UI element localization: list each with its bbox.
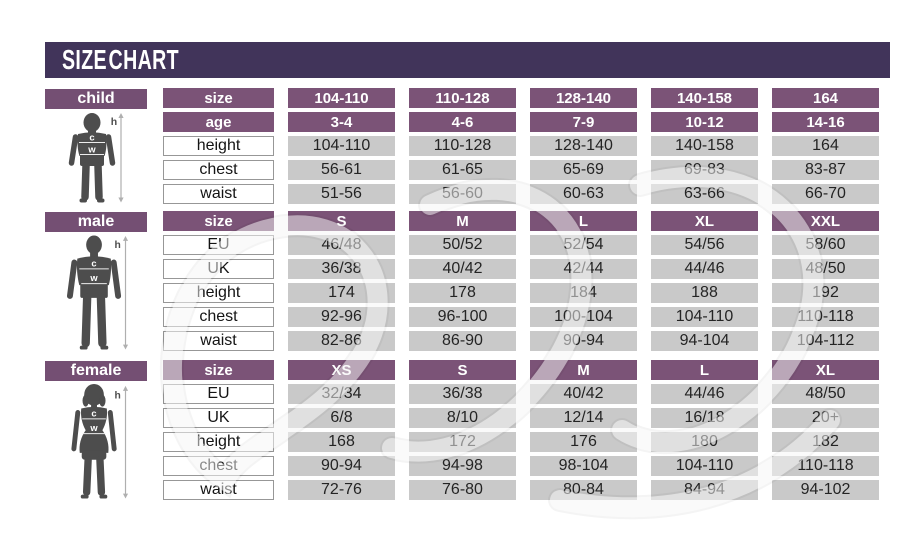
table-row bbox=[163, 88, 879, 108]
value-cell: 80-84 bbox=[530, 480, 637, 500]
table-row bbox=[163, 384, 879, 404]
value-cell: 83-87 bbox=[772, 160, 879, 180]
value-cell: 44/46 bbox=[651, 384, 758, 404]
waist-label: w bbox=[90, 423, 98, 434]
section-label-male: male bbox=[45, 212, 147, 232]
female-silhouette bbox=[48, 382, 144, 502]
value-cell: 172 bbox=[409, 432, 516, 452]
value-cell: 66-70 bbox=[772, 184, 879, 204]
value-cell: 42/44 bbox=[530, 259, 637, 279]
size-header-cell: L bbox=[530, 211, 637, 231]
value-cell: 140-158 bbox=[651, 136, 758, 156]
value-cell: 94-104 bbox=[651, 331, 758, 351]
arrow-down-icon bbox=[123, 345, 128, 350]
value-cell: 48/50 bbox=[772, 259, 879, 279]
table-row bbox=[163, 360, 879, 380]
table-row bbox=[163, 160, 879, 180]
value-cell: 40/42 bbox=[409, 259, 516, 279]
size-header-cell: XXL bbox=[772, 211, 879, 231]
value-cell: 8/10 bbox=[409, 408, 516, 428]
female-size-table bbox=[163, 360, 879, 504]
size-header-cell: XS bbox=[288, 360, 395, 380]
value-cell: 110-118 bbox=[772, 307, 879, 327]
size-header-cell: S bbox=[288, 211, 395, 231]
value-cell: 90-94 bbox=[530, 331, 637, 351]
size-header-cell: 140-158 bbox=[651, 88, 758, 108]
value-cell: 46/48 bbox=[288, 235, 395, 255]
value-cell: 44/46 bbox=[651, 259, 758, 279]
value-cell: 86-90 bbox=[409, 331, 516, 351]
table-row bbox=[163, 283, 879, 303]
child-silhouette bbox=[48, 111, 144, 205]
value-cell: 100-104 bbox=[530, 307, 637, 327]
age-header-cell: 14-16 bbox=[772, 112, 879, 132]
female-figure bbox=[80, 384, 109, 460]
value-cell: 182 bbox=[772, 432, 879, 452]
value-cell: 178 bbox=[409, 283, 516, 303]
waist-label: w bbox=[90, 273, 98, 284]
arrow-down-icon bbox=[123, 494, 128, 499]
arrow-up-icon bbox=[118, 113, 123, 118]
table-row bbox=[163, 235, 879, 255]
row-label-cell: height bbox=[163, 432, 274, 452]
value-cell: 110-118 bbox=[772, 456, 879, 476]
row-label-cell: waist bbox=[163, 331, 274, 351]
value-cell: 48/50 bbox=[772, 384, 879, 404]
value-cell: 96-100 bbox=[409, 307, 516, 327]
table-row bbox=[163, 184, 879, 204]
age-header-cell: 4-6 bbox=[409, 112, 516, 132]
value-cell: 94-102 bbox=[772, 480, 879, 500]
row-label-cell: EU bbox=[163, 384, 274, 404]
age-header-cell: 7-9 bbox=[530, 112, 637, 132]
size-header-cell: M bbox=[530, 360, 637, 380]
table-row bbox=[163, 480, 879, 500]
row-header-cell: age bbox=[163, 112, 274, 132]
value-cell: 176 bbox=[530, 432, 637, 452]
arrow-down-icon bbox=[118, 198, 123, 203]
row-label-cell: height bbox=[163, 283, 274, 303]
value-cell: 82-86 bbox=[288, 331, 395, 351]
table-row bbox=[163, 259, 879, 279]
table-row bbox=[163, 307, 879, 327]
value-cell: 54/56 bbox=[651, 235, 758, 255]
table-row bbox=[163, 408, 879, 428]
value-cell: 164 bbox=[772, 136, 879, 156]
value-cell: 90-94 bbox=[288, 456, 395, 476]
value-cell: 192 bbox=[772, 283, 879, 303]
arrow-up-icon bbox=[123, 236, 128, 241]
row-label-cell: waist bbox=[163, 184, 274, 204]
value-cell: 6/8 bbox=[288, 408, 395, 428]
value-cell: 65-69 bbox=[530, 160, 637, 180]
value-cell: 36/38 bbox=[409, 384, 516, 404]
height-label: h bbox=[114, 390, 121, 402]
waist-label: w bbox=[88, 144, 96, 156]
table-row bbox=[163, 432, 879, 452]
size-header-cell: 128-140 bbox=[530, 88, 637, 108]
value-cell: 180 bbox=[651, 432, 758, 452]
value-cell: 92-96 bbox=[288, 307, 395, 327]
section-label-child: child bbox=[45, 89, 147, 109]
row-header-cell: size bbox=[163, 88, 274, 108]
section-label-female: female bbox=[45, 361, 147, 381]
value-cell: 104-112 bbox=[772, 331, 879, 351]
value-cell: 174 bbox=[288, 283, 395, 303]
row-label-cell: chest bbox=[163, 307, 274, 327]
value-cell: 188 bbox=[651, 283, 758, 303]
value-cell: 40/42 bbox=[530, 384, 637, 404]
row-label-cell: chest bbox=[163, 456, 274, 476]
value-cell: 94-98 bbox=[409, 456, 516, 476]
value-cell: 72-76 bbox=[288, 480, 395, 500]
size-header-cell: S bbox=[409, 360, 516, 380]
size-header-cell: 104-110 bbox=[288, 88, 395, 108]
row-header-cell: size bbox=[163, 211, 274, 231]
table-row bbox=[163, 211, 879, 231]
value-cell: 76-80 bbox=[409, 480, 516, 500]
height-label: h bbox=[114, 239, 121, 251]
page-title: SIZE CHART bbox=[62, 44, 179, 75]
male-silhouette bbox=[48, 233, 144, 353]
value-cell: 56-61 bbox=[288, 160, 395, 180]
size-header-cell: XL bbox=[772, 360, 879, 380]
title-bar bbox=[45, 42, 890, 78]
value-cell: 110-128 bbox=[409, 136, 516, 156]
value-cell: 58/60 bbox=[772, 235, 879, 255]
row-label-cell: waist bbox=[163, 480, 274, 500]
chest-label: c bbox=[91, 258, 97, 269]
value-cell: 168 bbox=[288, 432, 395, 452]
size-header-cell: M bbox=[409, 211, 516, 231]
row-label-cell: chest bbox=[163, 160, 274, 180]
age-header-cell: 3-4 bbox=[288, 112, 395, 132]
size-header-cell: 164 bbox=[772, 88, 879, 108]
row-label-cell: UK bbox=[163, 259, 274, 279]
male-size-table bbox=[163, 211, 879, 355]
value-cell: 51-56 bbox=[288, 184, 395, 204]
value-cell: 32/34 bbox=[288, 384, 395, 404]
value-cell: 61-65 bbox=[409, 160, 516, 180]
chest-label: c bbox=[91, 408, 97, 419]
row-label-cell: EU bbox=[163, 235, 274, 255]
value-cell: 12/14 bbox=[530, 408, 637, 428]
value-cell: 104-110 bbox=[651, 307, 758, 327]
row-label-cell: UK bbox=[163, 408, 274, 428]
value-cell: 16/18 bbox=[651, 408, 758, 428]
child-size-table bbox=[163, 88, 879, 208]
table-row bbox=[163, 331, 879, 351]
row-label-cell: height bbox=[163, 136, 274, 156]
age-header-cell: 10-12 bbox=[651, 112, 758, 132]
value-cell: 20+ bbox=[772, 408, 879, 428]
value-cell: 63-66 bbox=[651, 184, 758, 204]
value-cell: 128-140 bbox=[530, 136, 637, 156]
value-cell: 50/52 bbox=[409, 235, 516, 255]
chest-label: c bbox=[89, 132, 95, 144]
table-row bbox=[163, 112, 879, 132]
value-cell: 60-63 bbox=[530, 184, 637, 204]
table-row bbox=[163, 456, 879, 476]
size-header-cell: L bbox=[651, 360, 758, 380]
table-row bbox=[163, 136, 879, 156]
height-label: h bbox=[110, 116, 118, 128]
value-cell: 104-110 bbox=[651, 456, 758, 476]
value-cell: 56-60 bbox=[409, 184, 516, 204]
value-cell: 69-83 bbox=[651, 160, 758, 180]
size-header-cell: XL bbox=[651, 211, 758, 231]
value-cell: 36/38 bbox=[288, 259, 395, 279]
value-cell: 184 bbox=[530, 283, 637, 303]
arrow-up-icon bbox=[123, 386, 128, 391]
value-cell: 52/54 bbox=[530, 235, 637, 255]
value-cell: 98-104 bbox=[530, 456, 637, 476]
value-cell: 84-94 bbox=[651, 480, 758, 500]
value-cell: 104-110 bbox=[288, 136, 395, 156]
size-header-cell: 110-128 bbox=[409, 88, 516, 108]
row-header-cell: size bbox=[163, 360, 274, 380]
